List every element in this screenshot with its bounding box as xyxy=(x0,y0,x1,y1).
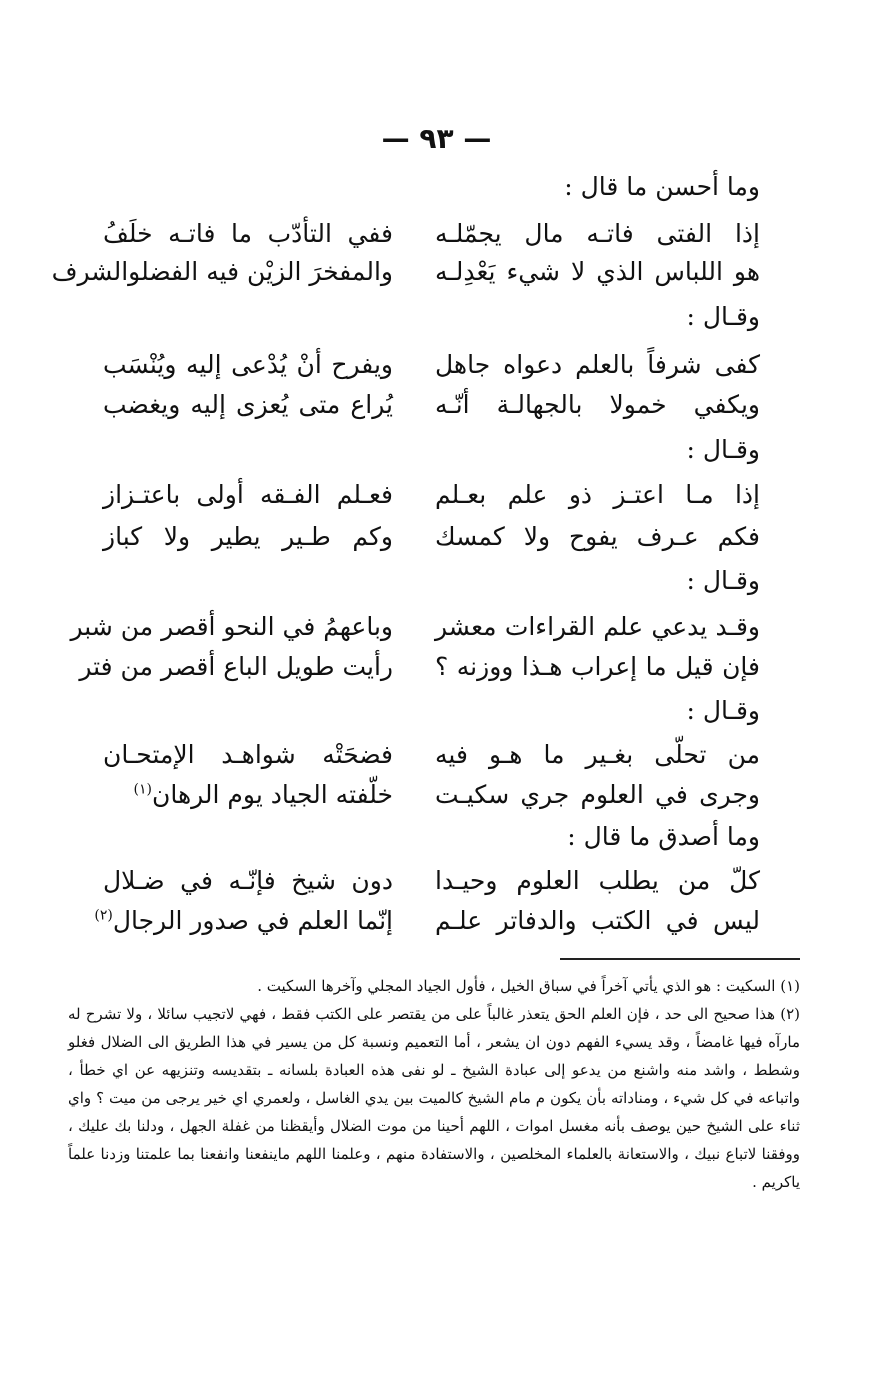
footnote-reference: (٢) xyxy=(94,907,113,924)
verse-line xyxy=(0,219,873,253)
verse-line xyxy=(0,257,873,291)
verse-line xyxy=(0,652,873,686)
verse-line xyxy=(0,780,873,814)
verse-hemistich-left xyxy=(88,906,393,935)
verse-hemistich-right: هو اللباس الذي لا شيء يَعْدِلـه xyxy=(435,257,760,286)
verse-line xyxy=(0,390,873,424)
verse-line xyxy=(0,612,873,646)
section-intro: وقـال : xyxy=(686,435,760,464)
verse-hemistich-right: وقـد يدعي علم القراءات معشر xyxy=(435,612,760,641)
verse-line xyxy=(0,866,873,900)
section-intro: وقـال : xyxy=(686,302,760,331)
verse-line xyxy=(0,740,873,774)
verse-hemistich-left: فضحَتْه شواهـد الإمتحـان xyxy=(103,740,393,769)
footnote-text: السكيت : هو الذي يأتي آخراً في سباق الخيل ، فأول الجياد المجلي وآخرها السكيت . xyxy=(257,977,776,995)
footnote-text: هذا صحيح الى حد ، فإن العلم الحق يتعذر غالباً على من يقتصر على الكتب فقط ، فهي لاتجيب سائلا ، ولا تشرح له مارآه فيها غامضاً ، وقد يسيء الفهم دون ان يشعر ، أما التعميم ونسبة كل من يسير في هذا الطريق الى الضلال فغلو وشطط ، واشد منه واشنع من يدعو إلى عبادة الشيخ ـ لو نفى هذه العبادة بلسانه ـ بتقديسه وتنزيهه عن اي خطأ ، واتباعه في كل شيء ، ومناداته بأن يكون م مام الشيخ كالميت بين يدي الغاسل ، ولعمري اي خير يرجى من ميت ؟ واي ثناء على الشيخ حين يوصف بأنه مغسل اموات ، اللهم أحينا من موت الضلال وأيقظنا من غفلة الجهل ، ودلنا بك عليك ، ووفقنا لاتباع نبيك ، والاستعانة بالعلماء المخلصين ، والاستفادة منهم ، وعلمنا اللهم ماينفعنا وانفعنا بما علمتنا وزدنا علماً ياكريم . xyxy=(68,1005,800,1191)
verse-hemistich-left: ففي التأدّب ما فاتـه خلَفُ xyxy=(103,219,393,248)
verse-hemistich-left xyxy=(88,780,393,809)
verse-line xyxy=(0,906,873,940)
verse-line xyxy=(0,350,873,384)
verse-hemistich-left: يُراع متى يُعزى إليه ويغضب xyxy=(103,390,393,419)
verse-hemistich-left: فعـلم الفـقه أولى باعتـزاز xyxy=(103,480,393,509)
verse-hemistich-left: وكم طـير يطير ولا كباز xyxy=(103,522,393,551)
verse-hemistich-left: والمفخرَ الزيْن فيه الفضلوالشرف xyxy=(51,257,393,286)
verse-hemistich-right: إذا الفتى فاتـه مال يجمّلـه xyxy=(435,219,760,248)
verse-hemistich-right: فكم عـرف يفوح ولا كمسك xyxy=(435,522,760,551)
footnote-item xyxy=(68,972,800,1000)
verse-hemistich-right: وجرى في العلوم جري سكيـت xyxy=(435,780,760,809)
verse-hemistich-left: رأيت طويل الباع أقصر من فتر xyxy=(79,652,393,681)
footnote-reference: (١) xyxy=(133,781,152,798)
verse-hemistich-right: فإن قيل ما إعراب هـذا ووزنه ؟ xyxy=(435,652,760,681)
section-intro: وما أصدق ما قال : xyxy=(567,822,760,851)
footnote-divider xyxy=(560,958,800,960)
verse-hemistich-right: إذا مـا اعتـز ذو علم بعـلم xyxy=(435,480,760,509)
verse-line xyxy=(0,480,873,514)
verse-hemistich-right: كفى شرفاً بالعلم دعواه جاهل xyxy=(435,350,760,379)
verse-hemistich-left: وباعهمُ في النحو أقصر من شبر xyxy=(70,612,393,641)
verse-hemistich-left-text: إنّما العلم في صدور الرجال xyxy=(112,906,393,935)
verse-hemistich-left: ويفرح أنْ يُدْعى إليه ويُنْسَب xyxy=(103,350,393,379)
verse-hemistich-left: دون شيخ فإنّـه في ضـلال xyxy=(103,866,393,895)
footnotes xyxy=(68,972,800,1196)
page-number: — ٩٣ — xyxy=(381,122,492,155)
verse-hemistich-right: ليس في الكتب والدفاتر علـم xyxy=(435,906,760,935)
section-intro: وقـال : xyxy=(686,566,760,595)
verse-line xyxy=(0,522,873,556)
verse-hemistich-right: من تحلّى بغـير ما هـو فيه xyxy=(435,740,760,769)
verse-hemistich-left-text: خلّفته الجياد يوم الرهان xyxy=(151,780,393,809)
section-intro: وقـال : xyxy=(686,696,760,725)
footnote-mark: (١) xyxy=(780,977,800,995)
verse-hemistich-right: ويكفي خمولا بالجهالـة أنّـه xyxy=(435,390,760,419)
footnote-item xyxy=(68,1000,800,1196)
section-intro: وما أحسن ما قال : xyxy=(564,172,760,201)
verse-hemistich-right: كلّ من يطلب العلوم وحيـدا xyxy=(435,866,760,895)
footnote-mark: (٢) xyxy=(780,1005,800,1023)
